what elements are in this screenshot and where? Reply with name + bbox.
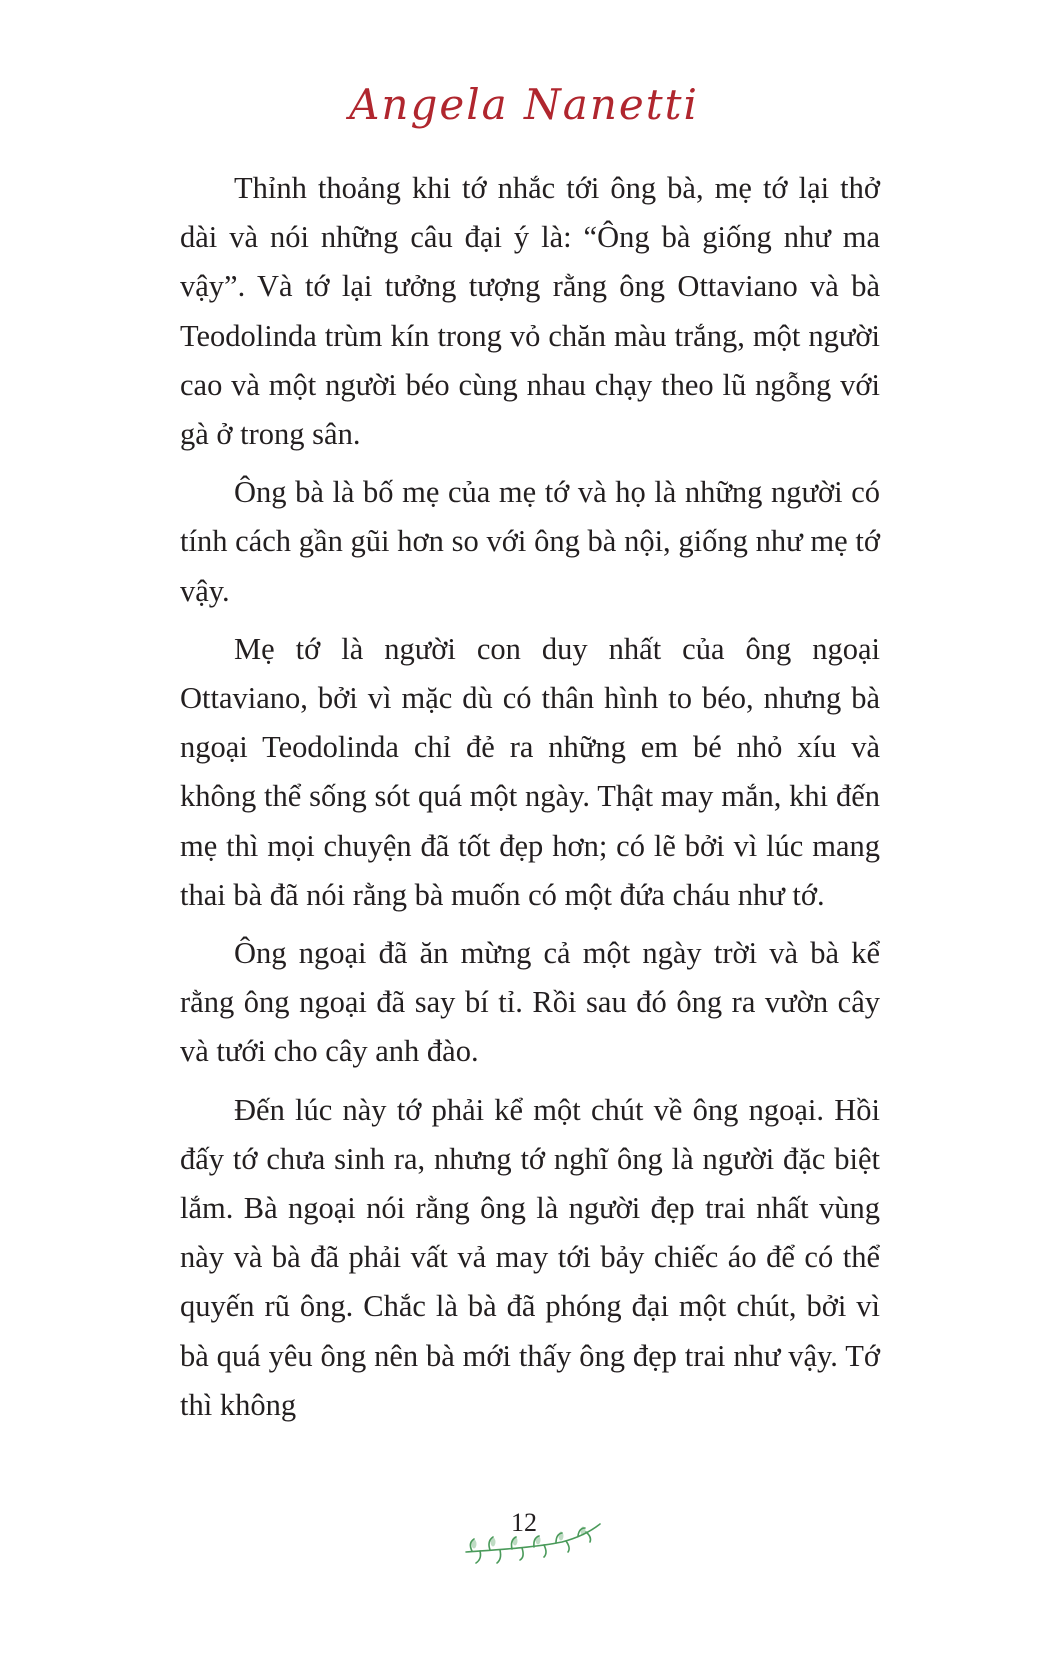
leaf-sprig-icon xyxy=(462,1520,604,1570)
paragraph-4: Ông ngoại đã ăn mừng cả một ngày trời và bà kể rằng ông ngoại đã say bí tỉ. Rồi sau đó ông ra vườn cây và tưới cho cây anh đào. xyxy=(180,936,880,1069)
paragraph-1: Thỉnh thoảng khi tớ nhắc tới ông bà, mẹ tớ lại thở dài và nói những câu đại ý là: “Ông bà giống như ma vậy”. Và tớ lại tưởng tượng rằng ông Ottaviano và bà Teodolinda trùm kín trong vỏ chăn màu trắng, một người cao và một người béo cùng nhau chạy theo lũ ngỗng với gà ở trong sân. xyxy=(180,171,880,452)
paragraph-3: Mẹ tớ là người con duy nhất của ông ngoại Ottaviano, bởi vì mặc dù có thân hình to béo, nhưng bà ngoại Teodolinda chỉ đẻ ra những em bé nhỏ xíu và không thể sống sót quá một ngày. Thật may mắn, khi đến mẹ thì mọi chuyện đã tốt đẹp hơn; có lẽ bởi vì lúc mang thai bà đã nói rằng bà muốn có một đứa cháu như tớ. xyxy=(180,631,880,912)
paragraph-2: Ông bà là bố mẹ của mẹ tớ và họ là những người có tính cách gần gũi hơn so với ông bà nội, giống như mẹ tớ vậy. xyxy=(180,475,880,608)
paragraph-5: Đến lúc này tớ phải kể một chút về ông ngoại. Hồi đấy tớ chưa sinh ra, nhưng tớ nghĩ ông là người đặc biệt lắm. Bà ngoại nói rằng ông là người đẹp trai nhất vùng này và bà đã phải vất vả may tới bảy chiếc áo để có thể quyến rũ ông. Chắc là bà đã phóng đại một chút, bởi vì bà quá yêu ông nên bà mới thấy ông đẹp trai như vậy. Tớ thì không xyxy=(180,1092,880,1422)
body-text xyxy=(180,164,880,1439)
page-number: 12 xyxy=(511,1508,537,1537)
running-header-author: Angela Nanetti xyxy=(349,80,699,129)
